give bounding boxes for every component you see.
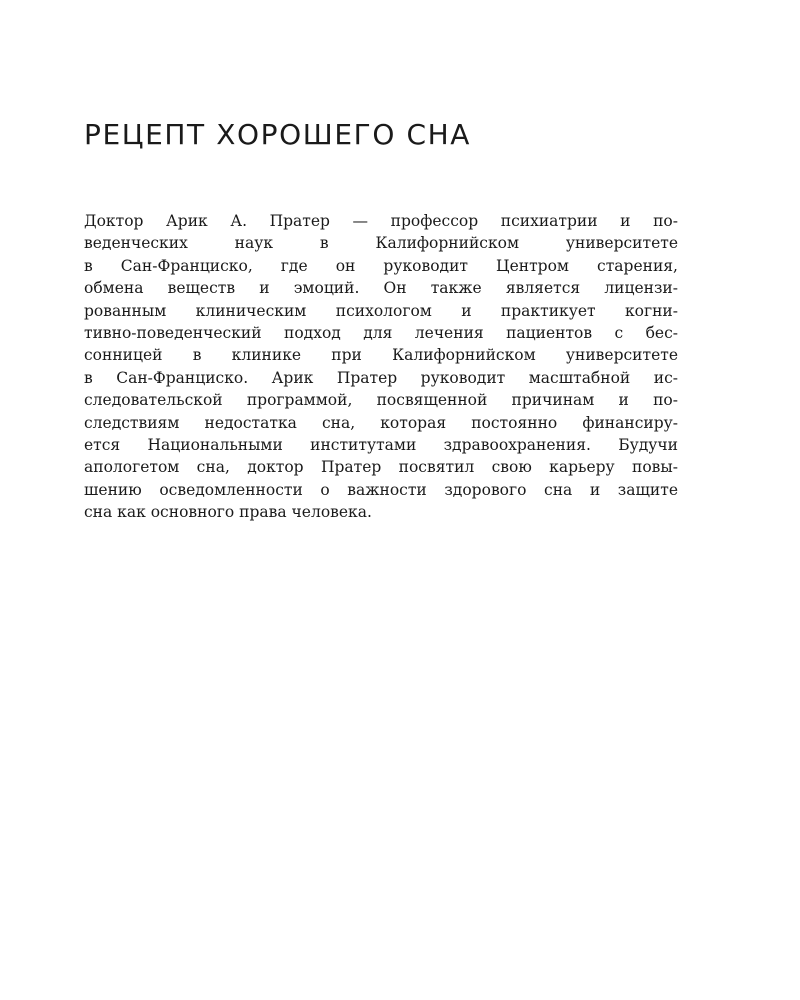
paragraph-line: следовательской программой, посвященной причинам и по- (84, 391, 678, 410)
author-bio-paragraph (84, 210, 678, 523)
paragraph-line: сонницей в клинике при Калифорнийском университете (84, 346, 678, 365)
paragraph-line: Доктор Арик А. Пратер — профессор психиатрии и по- (84, 212, 678, 230)
paragraph-line: тивно-поведенческий подход для лечения пациентов с бес- (84, 323, 678, 342)
paragraph-line: рованным клиническим психологом и практикует когни- (84, 301, 678, 320)
paragraph-line: шению осведомленности о важности здорового сна и защите (84, 480, 678, 499)
paragraph-line: обмена веществ и эмоций. Он также является лицензи- (84, 279, 678, 298)
paragraph-line: ется Национальными институтами здравоохранения. Будучи (84, 435, 678, 454)
paragraph-line: в Сан-Франциско. Арик Пратер руководит масштабной ис- (84, 368, 678, 387)
paragraph-line: сна как основного права человека. (84, 503, 372, 522)
paragraph-line: следствиям недостатка сна, которая постоянно финансиру- (84, 413, 678, 432)
page-title: РЕЦЕПТ ХОРОШЕГО СНА (84, 118, 472, 151)
paragraph-line: апологетом сна, доктор Пратер посвятил свою карьеру повы- (84, 458, 678, 477)
paragraph-line: в Сан-Франциско, где он руководит Центром старения, (84, 256, 678, 275)
paragraph-line: веденческих наук в Калифорнийском университете (84, 234, 678, 253)
